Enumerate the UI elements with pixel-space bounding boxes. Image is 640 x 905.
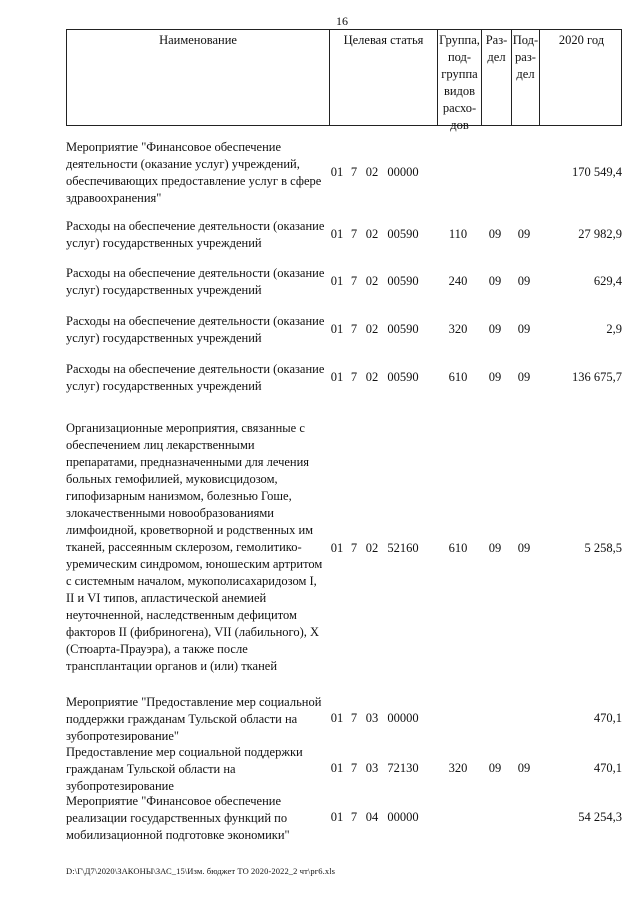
header-year: 2020 год [539, 30, 623, 125]
row-name: Мероприятие "Предоставление мер социальной поддержки гражданам Тульской области на зубопротезирование" [66, 695, 322, 743]
row-subsection: 09 [517, 322, 531, 336]
row-event: 02 [365, 227, 379, 241]
row-event: 02 [365, 165, 379, 179]
row-subprogram: 7 [350, 810, 358, 824]
row-subprogram: 7 [350, 227, 358, 241]
row-section: 09 [488, 227, 502, 241]
row-subsection: 09 [517, 761, 531, 775]
header-group [437, 30, 481, 132]
row-event: 02 [365, 541, 379, 555]
row-group: 610 [448, 370, 468, 384]
row-program: 01 [330, 274, 344, 288]
header-group-line: под- [447, 50, 472, 64]
row-subsection: 09 [517, 227, 531, 241]
row-direction: 00590 [387, 370, 419, 384]
header-target-article: Целевая статья [329, 30, 437, 125]
table-row [66, 793, 622, 844]
header-subsection [511, 30, 539, 125]
header-group-line: Группа, [439, 33, 480, 47]
header-group-line: расхо- [442, 101, 477, 115]
row-event: 02 [365, 274, 379, 288]
row-section: 09 [488, 274, 502, 288]
page-number: 16 [336, 14, 348, 28]
table-row [66, 313, 622, 347]
header-section [481, 30, 511, 125]
row-subprogram: 7 [350, 370, 358, 384]
row-subprogram: 7 [350, 711, 358, 725]
row-program: 01 [330, 541, 344, 555]
row-value: 54 254,3 [578, 810, 622, 824]
table-row [66, 694, 622, 745]
row-value: 470,1 [593, 761, 622, 775]
row-program: 01 [330, 810, 344, 824]
row-group: 320 [448, 761, 468, 775]
row-group: 240 [448, 274, 468, 288]
header-section-line: Раз- [485, 33, 508, 47]
row-subprogram: 7 [350, 274, 358, 288]
table-row [66, 420, 622, 675]
table-row [66, 218, 622, 252]
row-name: Мероприятие "Финансовое обеспечение реализации государственных функций по мобилизационной подготовке экономики" [66, 794, 290, 842]
row-program: 01 [330, 322, 344, 336]
row-value: 170 549,4 [572, 165, 622, 179]
row-subprogram: 7 [350, 761, 358, 775]
header-group-line: дов [450, 118, 469, 132]
row-name: Мероприятие "Финансовое обеспечение деятельности (оказание услуг) учреждений, обеспечивающих предоставление услуг в сфере здравоохранения" [66, 140, 322, 205]
row-direction: 00000 [387, 165, 419, 179]
row-value: 629,4 [593, 274, 622, 288]
row-direction: 00000 [387, 810, 419, 824]
row-section: 09 [488, 761, 502, 775]
row-program: 01 [330, 370, 344, 384]
row-event: 02 [365, 370, 379, 384]
row-name: Предоставление мер социальной поддержки гражданам Тульской области на зубопротезирование [66, 745, 303, 793]
row-section: 09 [488, 370, 502, 384]
row-value: 27 982,9 [578, 227, 622, 241]
row-direction: 00590 [387, 227, 419, 241]
row-event: 03 [365, 711, 379, 725]
header-subsection-line: раз- [515, 50, 536, 64]
row-direction: 52160 [387, 541, 419, 555]
row-subsection: 09 [517, 541, 531, 555]
table-row [66, 361, 622, 395]
table-row [66, 139, 622, 207]
row-program: 01 [330, 761, 344, 775]
header-name: Наименование [159, 33, 237, 47]
row-subprogram: 7 [350, 165, 358, 179]
row-program: 01 [330, 227, 344, 241]
row-direction: 72130 [387, 761, 419, 775]
row-program: 01 [330, 711, 344, 725]
row-program: 01 [330, 165, 344, 179]
footer-file-path: D:\Г\Д7\2020\ЗАКОНЫ\ЗАС_15\Изм. бюджет ТО 2020-2022_2 чт\рг6.xls [66, 866, 336, 876]
row-group: 110 [448, 227, 468, 241]
row-subsection: 09 [517, 370, 531, 384]
row-event: 04 [365, 810, 379, 824]
header-section-line: дел [487, 50, 506, 64]
row-name: Расходы на обеспечение деятельности (оказание услуг) государственных учреждений [66, 362, 325, 393]
row-subprogram: 7 [350, 541, 358, 555]
header-subsection-line: дел [516, 67, 535, 81]
row-section: 09 [488, 322, 502, 336]
header-group-line: видов [443, 84, 476, 98]
row-name: Расходы на обеспечение деятельности (оказание услуг) государственных учреждений [66, 314, 325, 345]
row-name: Расходы на обеспечение деятельности (оказание услуг) государственных учреждений [66, 219, 325, 250]
table-header [66, 29, 622, 132]
row-group: 610 [448, 541, 468, 555]
row-name: Расходы на обеспечение деятельности (оказание услуг) государственных учреждений [66, 266, 325, 297]
row-direction: 00000 [387, 711, 419, 725]
row-value: 470,1 [593, 711, 622, 725]
row-event: 03 [365, 761, 379, 775]
row-direction: 00590 [387, 322, 419, 336]
row-subprogram: 7 [350, 322, 358, 336]
row-subsection: 09 [517, 274, 531, 288]
row-value: 136 675,7 [572, 370, 622, 384]
table-row [66, 744, 622, 795]
row-name: Организационные мероприятия, связанные с обеспечением лиц лекарственными препаратами, предназначенными для лечения больных гемофилией, муковисцидозом, гипофизарным нанизмом, болезнью Гоше, злокачественными новообразованиями лимфоидной, кроветворной и родственных им тканей, рассеянным склерозом, гемолитико-уремическим синдромом, юношеским артритом с системным началом, мукополисахаридозом I, II и VI типов, апластической анемией неуточненной, наследственным дефицитом факторов II (фибриногена), VII (лабильного), X (Стюарта-Прауэра), а также после трансплантации органов и (или) тканей [66, 421, 323, 673]
row-value: 5 258,5 [584, 541, 622, 555]
header-group-line: группа [441, 67, 478, 81]
row-value: 2,9 [606, 322, 622, 336]
row-direction: 00590 [387, 274, 419, 288]
table-row [66, 265, 622, 299]
header-subsection-line: Под- [512, 33, 539, 47]
row-event: 02 [365, 322, 379, 336]
row-section: 09 [488, 541, 502, 555]
row-group: 320 [448, 322, 468, 336]
